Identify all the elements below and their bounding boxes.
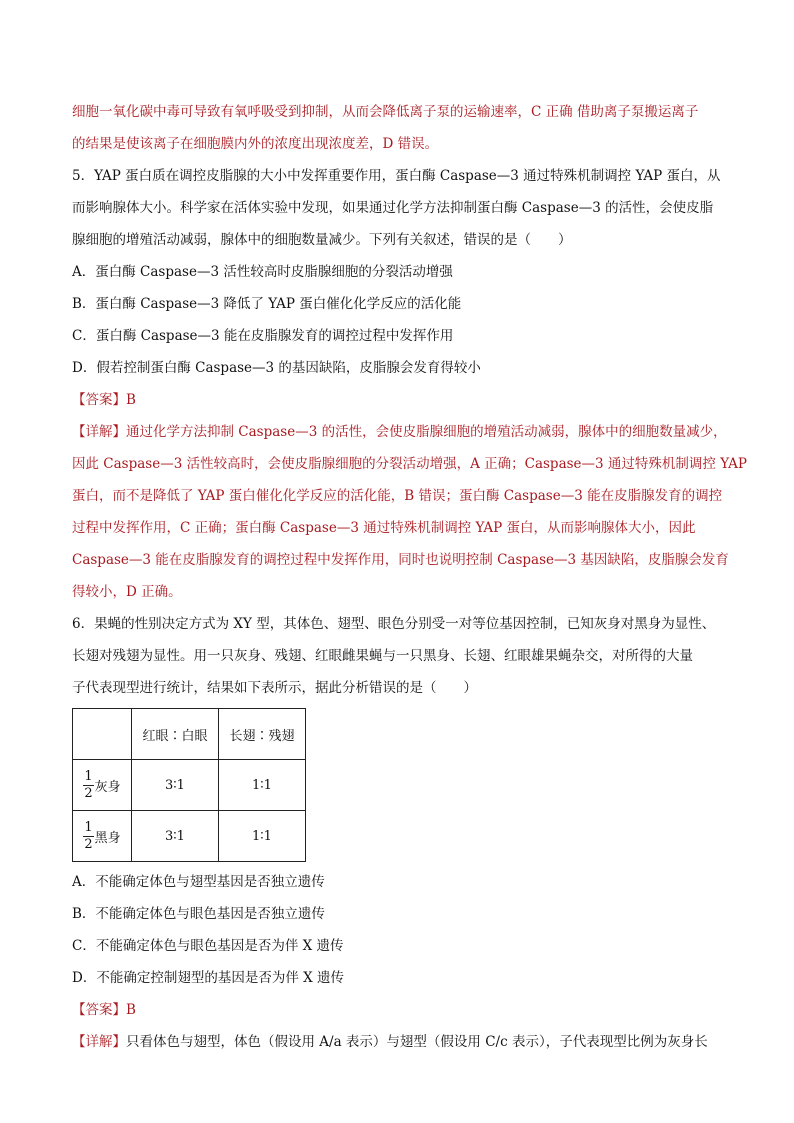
question-stem-line: 长翅对残翅为显性。用一只灰身、残翅、红眼雌果蝇与一只黑身、长翅、红眼雄果蝇杂交，对所得的大量: [72, 648, 693, 664]
table-cell: 1∶1: [219, 811, 306, 862]
detail-line: [72, 416, 726, 448]
table-header-cell: 红眼∶白眼: [132, 709, 219, 760]
answer-tag: 【答案】: [72, 392, 126, 408]
answer-line: [72, 384, 726, 416]
detail-tag: 【详解】: [72, 424, 126, 440]
detail-text: 得较小，D 正确。: [72, 584, 182, 600]
option-d: D．不能确定控制翅型的基因是否为伴 X 遗传: [72, 970, 345, 986]
question-stem-line: 5．YAP 蛋白质在调控皮脂腺的大小中发挥重要作用，蛋白酶 Caspase—3 通过特殊机制调控 YAP 蛋白，从: [72, 168, 721, 184]
table-row-label: [73, 811, 132, 862]
question-stem-line: 子代表现型进行统计，结果如下表所示，据此分析错误的是（ ）: [72, 680, 477, 696]
offspring-ratio-table: [72, 708, 306, 862]
explanation-line: 细胞一氧化碳中毒可导致有氧呼吸受到抑制，从而会降低离子泵的运输速率，C 正确 借助离子泵搬运离子: [72, 104, 699, 120]
detail-text: 过程中发挥作用，C 正确；蛋白酶 Caspase—3 通过特殊机制调控 YAP 蛋白，从而影响腺体大小，因此: [72, 520, 696, 536]
fraction-denominator: 2: [84, 836, 93, 852]
table-header-row: [73, 709, 306, 760]
answer-tag: 【答案】: [72, 1002, 126, 1018]
answer-value: B: [126, 1002, 136, 1018]
table-cell: 3∶1: [132, 811, 219, 862]
detail-text: 只看体色与翅型，体色（假设用 A/a 表示）与翅型（假设用 C/c 表示），子代表现型比例为灰身长: [126, 1034, 708, 1050]
question-5: [72, 160, 747, 608]
detail-text: 蛋白，而不是降低了 YAP 蛋白催化化学反应的活化能，B 错误；蛋白酶 Caspase—3 能在皮脂腺发育的调控: [72, 488, 723, 504]
question-stem-line: 6．果蝇的性别决定方式为 XY 型，其体色、翅型、眼色分别受一对等位基因控制，已知灰身对黑身为显性、: [72, 616, 716, 632]
option-b: B．蛋白酶 Caspase—3 降低了 YAP 蛋白催化化学反应的活化能: [72, 296, 462, 312]
question-6: [72, 608, 726, 1058]
fraction: [83, 820, 93, 853]
detail-tag: 【详解】: [72, 1034, 126, 1050]
explanation-line: 的结果是使该离子在细胞膜内外的浓度出现浓度差，D 错误。: [72, 136, 439, 152]
option-b: B．不能确定体色与眼色基因是否独立遗传: [72, 906, 325, 922]
table-header-cell: [73, 709, 132, 760]
option-a: A．不能确定体色与翅型基因是否独立遗传: [72, 874, 325, 890]
detail-text: 通过化学方法抑制 Caspase—3 的活性，会使皮脂腺细胞的增殖活动减弱，腺体中的细胞数量减少，: [126, 424, 727, 440]
detail-line: [72, 1026, 726, 1058]
fraction-numerator: 1: [84, 768, 93, 784]
option-c: C．蛋白酶 Caspase—3 能在皮脂腺发育的调控过程中发挥作用: [72, 328, 454, 344]
table-row: [73, 760, 306, 811]
table-row: [73, 811, 306, 862]
table-cell: 3∶1: [132, 760, 219, 811]
row-label-text: 灰身: [94, 779, 121, 795]
fraction-numerator: 1: [84, 819, 93, 835]
answer-value: B: [126, 392, 136, 408]
detail-text: Caspase—3 能在皮脂腺发育的调控过程中发挥作用，同时也说明控制 Caspase—3 基因缺陷，皮脂腺会发育: [72, 552, 729, 568]
row-label-text: 黑身: [94, 830, 121, 846]
detail-text: 因此 Caspase—3 活性较高时，会使皮脂腺细胞的分裂活动增强，A 正确；Caspase—3 通过特殊机制调控 YAP: [72, 456, 747, 472]
fraction-denominator: 2: [84, 785, 93, 801]
document-page: [72, 96, 747, 1058]
option-d: D．假若控制蛋白酶 Caspase—3 的基因缺陷，皮脂腺会发育得较小: [72, 360, 481, 376]
fraction: [83, 769, 93, 802]
option-a: A．蛋白酶 Caspase—3 活性较高时皮脂腺细胞的分裂活动增强: [72, 264, 453, 280]
table-row-label: [73, 760, 132, 811]
answer-line: [72, 994, 726, 1026]
question-stem-line: 腺细胞的增殖活动减弱，腺体中的细胞数量减少。下列有关叙述，错误的是（ ）: [72, 232, 572, 248]
table-header-cell: 长翅∶残翅: [219, 709, 306, 760]
question-stem-line: 而影响腺体大小。科学家在活体实验中发现，如果通过化学方法抑制蛋白酶 Caspase—3 的活性，会使皮脂: [72, 200, 714, 216]
option-c: C．不能确定体色与眼色基因是否为伴 X 遗传: [72, 938, 344, 954]
table-cell: 1∶1: [219, 760, 306, 811]
